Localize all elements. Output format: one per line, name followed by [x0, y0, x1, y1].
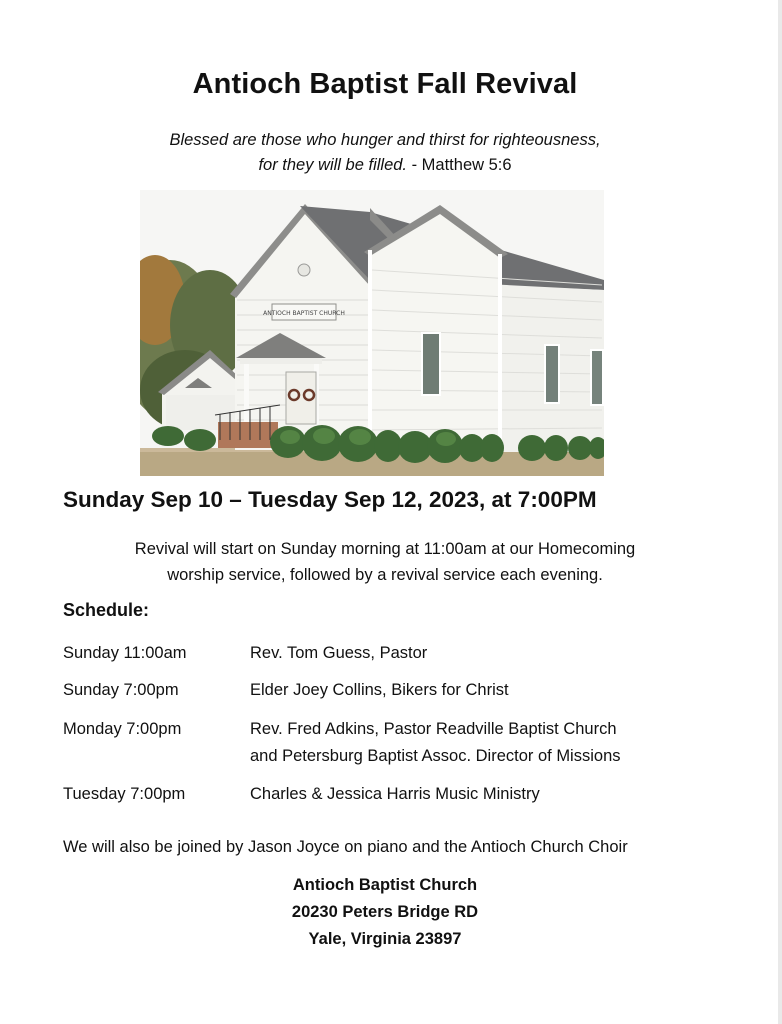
verse-line-2	[0, 153, 770, 178]
church-sign-text: ANTIOCH BAPTIST CHURCH	[263, 310, 345, 317]
verse-text-1: Blessed are those who hunger and thirst for righteousness,	[169, 131, 601, 149]
address-name: Antioch Baptist Church	[292, 876, 478, 894]
schedule-speaker: Rev. Fred Adkins, Pastor Readville Baptist Church	[250, 720, 617, 738]
church-address	[0, 872, 770, 953]
revival-dates: Sunday Sep 10 – Tuesday Sep 12, 2023, at 7:00PM	[63, 487, 597, 512]
schedule-speaker: Rev. Tom Guess, Pastor	[250, 644, 428, 662]
address-city: Yale, Virginia 23897	[308, 930, 462, 948]
address-street: 20230 Peters Bridge RD	[291, 903, 479, 921]
schedule-time: Monday 7:00pm	[63, 720, 182, 738]
joined-note: We will also be joined by Jason Joyce on piano and the Antioch Church Choir	[63, 838, 628, 856]
bible-verse	[0, 128, 770, 178]
church-photo	[140, 190, 604, 476]
verse-line-1	[0, 128, 770, 153]
intro-line-1: Revival will start on Sunday morning at 11:00am at our Homecoming	[134, 540, 636, 558]
schedule-speaker-continued: and Petersburg Baptist Assoc. Director of Missions	[250, 747, 621, 765]
intro-paragraph	[0, 536, 770, 588]
schedule-time: Sunday 7:00pm	[63, 681, 179, 699]
page-edge-shadow	[778, 0, 782, 1024]
verse-citation: - Matthew 5:6	[407, 156, 512, 174]
schedule-heading: Schedule:	[63, 600, 150, 620]
intro-line-2: worship service, followed by a revival service each evening.	[167, 566, 603, 584]
schedule-time: Tuesday 7:00pm	[63, 785, 186, 803]
verse-text-2: for they will be filled.	[258, 156, 408, 174]
flyer-title: Antioch Baptist Fall Revival	[192, 68, 578, 100]
schedule-speaker: Elder Joey Collins, Bikers for Christ	[250, 681, 509, 699]
schedule-speaker: Charles & Jessica Harris Music Ministry	[250, 785, 540, 803]
schedule-time: Sunday 11:00am	[63, 644, 187, 662]
